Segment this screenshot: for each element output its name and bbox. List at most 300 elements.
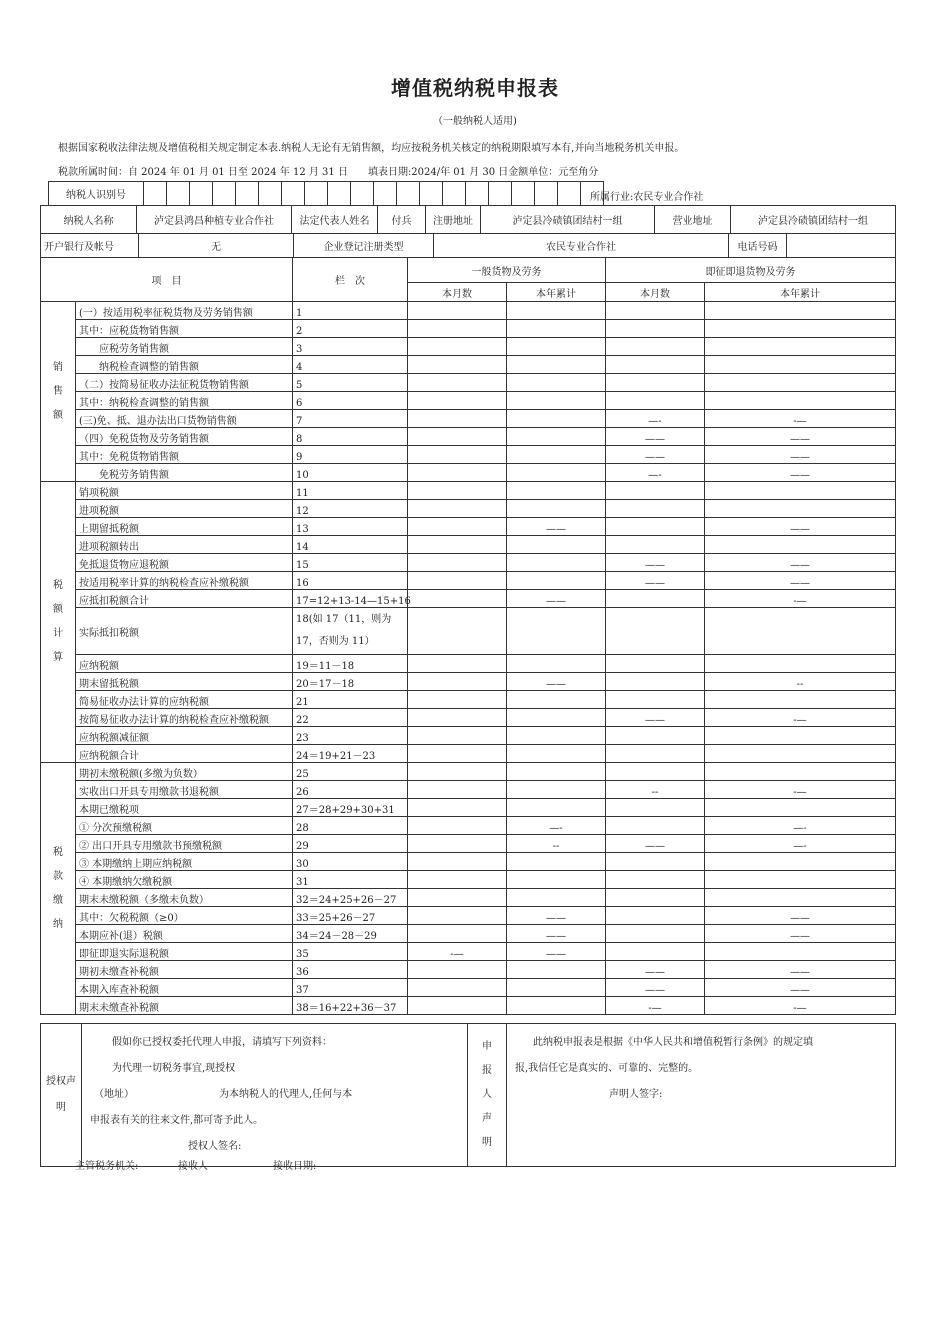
auth-block xyxy=(82,1024,468,1167)
row-line-number: 24＝19+21－23 xyxy=(293,745,408,763)
biz-address-label: 营业地址 xyxy=(655,206,731,234)
refund-ytd-cell[interactable] xyxy=(705,500,896,518)
row-line-number: 6 xyxy=(293,392,408,410)
refund-month-cell[interactable]: —— xyxy=(606,428,705,446)
row-item: ① 分次预缴税额 xyxy=(76,817,293,835)
bank-value[interactable]: 无 xyxy=(139,234,294,258)
general-month-cell[interactable] xyxy=(408,961,507,979)
row-line-number: 36 xyxy=(293,961,408,979)
row-line-number: 37 xyxy=(293,979,408,997)
row-item: 即征即退实际退税额 xyxy=(76,943,293,961)
general-ytd-cell[interactable] xyxy=(507,889,606,907)
row-line-number: 29 xyxy=(293,835,408,853)
general-ytd-cell[interactable] xyxy=(507,536,606,554)
general-month-cell[interactable] xyxy=(408,482,507,500)
table-row xyxy=(41,302,896,320)
general-ytd-cell[interactable] xyxy=(507,763,606,781)
table-row xyxy=(41,997,896,1015)
refund-ytd-cell[interactable] xyxy=(705,943,896,961)
row-item: 纳税检查调整的销售额 xyxy=(76,356,293,374)
general-month-cell[interactable] xyxy=(408,655,507,673)
row-line-number: 35 xyxy=(293,943,408,961)
refund-month-cell[interactable] xyxy=(606,691,705,709)
row-line-number: 26 xyxy=(293,781,408,799)
row-line-number: 4 xyxy=(293,356,408,374)
refund-month-cell[interactable] xyxy=(606,392,705,410)
refund-month-cell[interactable]: —— xyxy=(606,572,705,590)
refund-month-cell[interactable] xyxy=(606,356,705,374)
general-month-header: 本月数 xyxy=(408,283,507,302)
table-row xyxy=(41,799,896,817)
refund-month-cell[interactable] xyxy=(606,302,705,320)
general-month-cell[interactable] xyxy=(408,392,507,410)
row-item: 销项税额 xyxy=(76,482,293,500)
table-row xyxy=(41,608,896,655)
refund-ytd-cell[interactable] xyxy=(705,356,896,374)
row-line-number: 28 xyxy=(293,817,408,835)
table-row xyxy=(41,356,896,374)
refund-month-cell[interactable] xyxy=(606,763,705,781)
id-digit-box[interactable] xyxy=(512,182,535,206)
general-month-cell[interactable] xyxy=(408,925,507,943)
table-row xyxy=(41,763,896,781)
section-label: 销售额 xyxy=(41,302,76,482)
industry: 所属行业:农民专业合作社 xyxy=(590,192,704,203)
row-line-number: 9 xyxy=(293,446,408,464)
table-row xyxy=(41,590,896,608)
row-line-number: 3 xyxy=(293,338,408,356)
general-ytd-cell[interactable] xyxy=(507,979,606,997)
refund-ytd-cell[interactable] xyxy=(705,482,896,500)
general-month-cell[interactable] xyxy=(408,745,507,763)
form-intro: 根据国家税收法律法规及增值税相关规定制定本表.纳税人无论有无销售额，均应按税务机关核定的纳税期限填写本有,并向当地税务机关申报。 xyxy=(58,143,685,154)
section-label: 税款缴纳 xyxy=(41,763,76,1015)
refund-month-cell[interactable] xyxy=(606,518,705,536)
id-digit-box[interactable] xyxy=(420,182,443,206)
refund-ytd-cell[interactable]: -— xyxy=(705,590,896,608)
row-line-number: 16 xyxy=(293,572,408,590)
row-line-number: 38＝16+22+36－37 xyxy=(293,997,408,1015)
form-title: 增值税纳税申报表 xyxy=(391,76,559,100)
refund-ytd-cell[interactable] xyxy=(705,338,896,356)
general-month-cell[interactable] xyxy=(408,835,507,853)
table-row xyxy=(41,961,896,979)
table-row xyxy=(41,745,896,763)
refund-ytd-cell[interactable] xyxy=(705,745,896,763)
refund-ytd-cell[interactable] xyxy=(705,853,896,871)
refund-month-cell[interactable] xyxy=(606,374,705,392)
general-month-cell[interactable] xyxy=(408,979,507,997)
row-line-number: 22 xyxy=(293,709,408,727)
footer-receiver: 接收人 xyxy=(178,1161,208,1172)
id-digit-box[interactable] xyxy=(190,182,213,206)
refund-month-cell[interactable]: —- xyxy=(606,410,705,428)
row-line-number: 30 xyxy=(293,853,408,871)
general-month-cell[interactable] xyxy=(408,763,507,781)
refund-ytd-cell[interactable]: —— xyxy=(705,518,896,536)
row-item: 应纳税额合计 xyxy=(76,745,293,763)
refund-month-cell[interactable] xyxy=(606,608,705,655)
table-row xyxy=(41,727,896,745)
general-month-cell[interactable] xyxy=(408,907,507,925)
table-row xyxy=(41,979,896,997)
general-month-cell[interactable] xyxy=(408,691,507,709)
general-ytd-cell[interactable] xyxy=(507,302,606,320)
refund-ytd-cell[interactable]: —— xyxy=(705,907,896,925)
general-month-cell[interactable] xyxy=(408,817,507,835)
general-ytd-cell[interactable] xyxy=(507,356,606,374)
refund-month-cell[interactable] xyxy=(606,853,705,871)
row-line-number: 12 xyxy=(293,500,408,518)
legal-rep-value[interactable]: 付兵 xyxy=(378,206,426,234)
id-digit-box[interactable] xyxy=(305,182,328,206)
general-month-cell[interactable] xyxy=(408,374,507,392)
refund-month-cell[interactable]: -- xyxy=(606,781,705,799)
row-line-number: 20＝17－18 xyxy=(293,673,408,691)
general-month-cell[interactable] xyxy=(408,889,507,907)
table-row xyxy=(41,889,896,907)
table-row xyxy=(41,428,896,446)
refund-ytd-cell[interactable]: —— xyxy=(705,554,896,572)
refund-month-cell[interactable] xyxy=(606,655,705,673)
name-label: 纳税人名称 xyxy=(41,206,137,234)
general-ytd-cell[interactable] xyxy=(507,781,606,799)
reg-address-label: 注册地址 xyxy=(426,206,481,234)
refund-month-cell[interactable] xyxy=(606,338,705,356)
row-line-number: 2 xyxy=(293,320,408,338)
row-item: 其中：应税货物销售额 xyxy=(76,320,293,338)
id-digit-box[interactable] xyxy=(489,182,512,206)
decl-label: 申报人声明 xyxy=(468,1024,507,1167)
refund-ytd-cell[interactable] xyxy=(705,727,896,745)
refund-month-cell[interactable]: —— xyxy=(606,446,705,464)
table-row xyxy=(41,835,896,853)
row-line-number: 14 xyxy=(293,536,408,554)
refund-month-cell[interactable]: —— xyxy=(606,835,705,853)
table-row xyxy=(41,943,896,961)
id-digit-box[interactable] xyxy=(374,182,397,206)
refund-ytd-cell[interactable]: —— xyxy=(705,925,896,943)
table-row xyxy=(41,338,896,356)
row-line-number: 18(如 17（11，则为 17，否则为 11） xyxy=(293,608,408,655)
general-ytd-cell[interactable] xyxy=(507,428,606,446)
general-ytd-cell[interactable] xyxy=(507,554,606,572)
row-line-number: 17=12+13-14—15+16 xyxy=(293,590,408,608)
general-ytd-cell[interactable]: —— xyxy=(507,590,606,608)
general-ytd-cell[interactable] xyxy=(507,871,606,889)
form-subtitle: （一般纳税人适用) xyxy=(433,116,517,127)
row-line-number: 5 xyxy=(293,374,408,392)
row-item: 按适用税率计算的纳税检查应补缴税额 xyxy=(76,572,293,590)
refund-month-cell[interactable] xyxy=(606,673,705,691)
tax-period: 税款所属时间：自 2024 年 01 月 01 日至 2024 年 12 月 31 日 填表日期:2024/年 01 月 30 日金额单位：元至角分 xyxy=(58,167,599,178)
general-ytd-cell[interactable] xyxy=(507,500,606,518)
row-item: 应抵扣税额合计 xyxy=(76,590,293,608)
general-month-cell[interactable] xyxy=(408,709,507,727)
general-month-cell[interactable] xyxy=(408,781,507,799)
table-row xyxy=(41,482,896,500)
general-header: 一般货物及劳务 xyxy=(408,258,606,283)
id-digit-box[interactable] xyxy=(351,182,374,206)
refund-month-cell[interactable] xyxy=(606,889,705,907)
general-month-cell[interactable] xyxy=(408,673,507,691)
general-month-cell[interactable] xyxy=(408,727,507,745)
row-line-number: 23 xyxy=(293,727,408,745)
auth-line-2: 为代理一切税务事宜,现授权 xyxy=(112,1063,236,1074)
table-row xyxy=(41,907,896,925)
general-ytd-cell[interactable] xyxy=(507,799,606,817)
refund-ytd-cell[interactable]: —— xyxy=(705,428,896,446)
refund-month-cell[interactable] xyxy=(606,907,705,925)
general-month-cell[interactable] xyxy=(408,799,507,817)
refund-ytd-cell[interactable] xyxy=(705,871,896,889)
row-line-number: 8 xyxy=(293,428,408,446)
row-item: ③ 本期缴纳上期应纳税额 xyxy=(76,853,293,871)
row-item: 其中：免税货物销售额 xyxy=(76,446,293,464)
taxpayer-id-table xyxy=(48,181,604,206)
general-ytd-cell[interactable]: —- xyxy=(507,817,606,835)
row-item: 实收出口开具专用缴款书退税额 xyxy=(76,781,293,799)
general-ytd-cell[interactable]: —— xyxy=(507,943,606,961)
refund-ytd-cell[interactable] xyxy=(705,374,896,392)
row-line-number: 1 xyxy=(293,302,408,320)
refund-ytd-cell[interactable] xyxy=(705,608,896,655)
decl-block xyxy=(507,1024,896,1167)
general-ytd-cell[interactable] xyxy=(507,727,606,745)
general-ytd-cell[interactable] xyxy=(507,655,606,673)
general-ytd-cell[interactable] xyxy=(507,853,606,871)
refund-month-cell[interactable] xyxy=(606,925,705,943)
table-row xyxy=(41,817,896,835)
general-ytd-cell[interactable] xyxy=(507,709,606,727)
general-ytd-cell[interactable] xyxy=(507,464,606,482)
general-ytd-cell[interactable] xyxy=(507,410,606,428)
table-row xyxy=(41,554,896,572)
biz-address-value[interactable]: 泸定县冷碛镇团结村一组 xyxy=(731,206,896,234)
refund-ytd-cell[interactable]: —— xyxy=(705,446,896,464)
footer-authority: 主管税务机关: xyxy=(75,1161,139,1172)
auth-line-1: 假如你已授权委托代理人申报，请填写下列资料： xyxy=(112,1037,332,1048)
row-item: 其中：欠税税额（≥0） xyxy=(76,907,293,925)
reg-type-value[interactable]: 农民专业合作社 xyxy=(434,234,729,258)
row-item: ④ 本期缴纳欠缴税额 xyxy=(76,871,293,889)
name-value[interactable]: 泸定县鸿昌种植专业合作社 xyxy=(137,206,292,234)
table-row xyxy=(41,374,896,392)
id-digit-box[interactable] xyxy=(535,182,558,206)
general-ytd-cell[interactable] xyxy=(507,997,606,1015)
refund-month-cell[interactable]: —- xyxy=(606,464,705,482)
auth-signature[interactable]: 授权人签名: xyxy=(188,1141,242,1152)
refund-month-header: 本月数 xyxy=(606,283,705,302)
general-ytd-cell[interactable]: -- xyxy=(507,835,606,853)
refund-month-cell[interactable] xyxy=(606,320,705,338)
general-ytd-cell[interactable]: —— xyxy=(507,907,606,925)
row-item: 免抵退货物应退税额 xyxy=(76,554,293,572)
general-ytd-cell[interactable] xyxy=(507,320,606,338)
id-digit-box[interactable] xyxy=(466,182,489,206)
refund-ytd-cell[interactable] xyxy=(705,655,896,673)
taxpayer-info-table xyxy=(40,205,896,234)
general-month-cell[interactable] xyxy=(408,410,507,428)
refund-month-cell[interactable] xyxy=(606,727,705,745)
row-line-number: 33＝25+26－27 xyxy=(293,907,408,925)
row-item: 期初未缴查补税额 xyxy=(76,961,293,979)
general-month-cell[interactable] xyxy=(408,446,507,464)
general-month-cell[interactable] xyxy=(408,464,507,482)
row-item: (一）按适用税率征税货物及劳务销售额 xyxy=(76,302,293,320)
general-month-cell[interactable] xyxy=(408,320,507,338)
row-line-number: 10 xyxy=(293,464,408,482)
refund-ytd-cell[interactable]: -— xyxy=(705,709,896,727)
refund-ytd-cell[interactable] xyxy=(705,691,896,709)
general-month-cell[interactable] xyxy=(408,536,507,554)
row-item: ② 出口开具专用缴款书预缴税额 xyxy=(76,835,293,853)
refund-ytd-cell[interactable]: —— xyxy=(705,464,896,482)
general-month-cell[interactable] xyxy=(408,871,507,889)
refund-ytd-cell[interactable] xyxy=(705,320,896,338)
decl-signature[interactable]: 声明人签字: xyxy=(609,1089,663,1100)
reg-address-value[interactable]: 泸定县冷碛镇团结村一组 xyxy=(481,206,655,234)
general-month-cell[interactable]: -— xyxy=(408,943,507,961)
general-ytd-cell[interactable]: —— xyxy=(507,925,606,943)
id-digit-box[interactable] xyxy=(558,182,581,206)
id-digit-box[interactable] xyxy=(397,182,420,206)
refund-month-cell[interactable] xyxy=(606,799,705,817)
item-header: 项 目 xyxy=(41,258,293,302)
general-ytd-cell[interactable]: —— xyxy=(507,673,606,691)
id-digit-box[interactable] xyxy=(282,182,305,206)
row-item: 免税劳务销售额 xyxy=(76,464,293,482)
refund-month-cell[interactable]: -— xyxy=(606,997,705,1015)
refund-ytd-cell[interactable]: —— xyxy=(705,979,896,997)
refund-ytd-header: 本年累计 xyxy=(705,283,896,302)
refund-ytd-cell[interactable]: —- xyxy=(705,835,896,853)
refund-ytd-cell[interactable] xyxy=(705,536,896,554)
taxpayer-id-label: 纳税人识别号 xyxy=(49,182,144,206)
table-row xyxy=(41,500,896,518)
id-digit-box[interactable] xyxy=(259,182,282,206)
row-item: 应纳税额减征额 xyxy=(76,727,293,745)
row-item: 本期入库查补税额 xyxy=(76,979,293,997)
table-row xyxy=(41,871,896,889)
general-ytd-cell[interactable] xyxy=(507,572,606,590)
refund-month-cell[interactable] xyxy=(606,817,705,835)
refund-ytd-cell[interactable]: —— xyxy=(705,961,896,979)
refund-month-cell[interactable] xyxy=(606,871,705,889)
general-ytd-cell[interactable] xyxy=(507,482,606,500)
refund-ytd-cell[interactable] xyxy=(705,763,896,781)
refund-ytd-cell[interactable] xyxy=(705,302,896,320)
refund-ytd-cell[interactable]: -— xyxy=(705,781,896,799)
general-month-cell[interactable] xyxy=(408,518,507,536)
general-month-cell[interactable] xyxy=(408,853,507,871)
id-digit-box[interactable] xyxy=(144,182,167,206)
row-item: 期末未缴查补税额 xyxy=(76,997,293,1015)
refund-ytd-cell[interactable] xyxy=(705,392,896,410)
phone-label: 电话号码 xyxy=(729,234,787,258)
general-month-cell[interactable] xyxy=(408,500,507,518)
general-month-cell[interactable] xyxy=(408,590,507,608)
general-month-cell[interactable] xyxy=(408,428,507,446)
refund-ytd-cell[interactable] xyxy=(705,889,896,907)
general-month-cell[interactable] xyxy=(408,608,507,655)
table-row xyxy=(41,446,896,464)
auth-label: 授权声明 xyxy=(41,1024,82,1167)
refund-month-cell[interactable]: —— xyxy=(606,979,705,997)
general-ytd-cell[interactable] xyxy=(507,691,606,709)
general-month-cell[interactable] xyxy=(408,554,507,572)
phone-value[interactable] xyxy=(787,234,896,258)
auth-line-3: （地址） 为本纳税人的代理人,任何与本 xyxy=(94,1089,353,1100)
table-row xyxy=(41,320,896,338)
row-item: （四）免税货物及劳务销售额 xyxy=(76,428,293,446)
auth-line-4: 申报表有关的往来文件,都可寄予此人。 xyxy=(90,1115,264,1126)
id-digit-box[interactable] xyxy=(167,182,190,206)
decl-line-1: 此纳税申报表是根据《中华人民共和增值税暂行条例》的规定填 xyxy=(533,1037,813,1048)
id-digit-box[interactable] xyxy=(443,182,466,206)
general-ytd-cell[interactable] xyxy=(507,446,606,464)
refund-month-cell[interactable] xyxy=(606,500,705,518)
refund-month-cell[interactable]: —— xyxy=(606,554,705,572)
table-row xyxy=(41,464,896,482)
general-ytd-cell[interactable] xyxy=(507,961,606,979)
row-item: 进项税额转出 xyxy=(76,536,293,554)
general-ytd-cell[interactable] xyxy=(507,392,606,410)
refund-month-cell[interactable]: —— xyxy=(606,961,705,979)
row-line-number: 7 xyxy=(293,410,408,428)
refund-month-cell[interactable] xyxy=(606,536,705,554)
declaration-table xyxy=(40,1023,896,1167)
general-ytd-cell[interactable] xyxy=(507,374,606,392)
row-item: 本期应补(退）税额 xyxy=(76,925,293,943)
refund-month-cell[interactable]: —— xyxy=(606,709,705,727)
row-item: （二）按简易征收办法征税货物销售额 xyxy=(76,374,293,392)
general-month-cell[interactable] xyxy=(408,302,507,320)
general-month-cell[interactable] xyxy=(408,997,507,1015)
id-digit-box[interactable] xyxy=(236,182,259,206)
footer-date: 接收日期: xyxy=(273,1161,317,1172)
general-month-cell[interactable] xyxy=(408,356,507,374)
refund-month-cell[interactable] xyxy=(606,482,705,500)
bank-info-table xyxy=(40,233,896,258)
refund-month-cell[interactable] xyxy=(606,590,705,608)
row-item: 期末留抵税额 xyxy=(76,673,293,691)
general-ytd-cell[interactable] xyxy=(507,338,606,356)
refund-ytd-cell[interactable]: —— xyxy=(705,572,896,590)
row-item: 应税劳务销售额 xyxy=(76,338,293,356)
general-ytd-cell[interactable] xyxy=(507,608,606,655)
refund-ytd-cell[interactable]: -— xyxy=(705,997,896,1015)
table-row xyxy=(41,572,896,590)
refund-ytd-cell[interactable]: -— xyxy=(705,410,896,428)
refund-month-cell[interactable] xyxy=(606,943,705,961)
general-ytd-cell[interactable] xyxy=(507,745,606,763)
id-digit-box[interactable] xyxy=(328,182,351,206)
legal-rep-label: 法定代表人姓名 xyxy=(292,206,378,234)
refund-month-cell[interactable] xyxy=(606,745,705,763)
refund-ytd-cell[interactable] xyxy=(705,799,896,817)
row-item: 应纳税额 xyxy=(76,655,293,673)
general-month-cell[interactable] xyxy=(408,338,507,356)
general-ytd-cell[interactable]: —— xyxy=(507,518,606,536)
refund-ytd-cell[interactable]: -- xyxy=(705,673,896,691)
refund-ytd-cell[interactable]: —- xyxy=(705,817,896,835)
row-line-number: 13 xyxy=(293,518,408,536)
row-item: 按简易征收办法计算的纳税检查应补缴税额 xyxy=(76,709,293,727)
general-month-cell[interactable] xyxy=(408,572,507,590)
row-line-number: 32＝24+25+26－27 xyxy=(293,889,408,907)
id-digit-box[interactable] xyxy=(213,182,236,206)
